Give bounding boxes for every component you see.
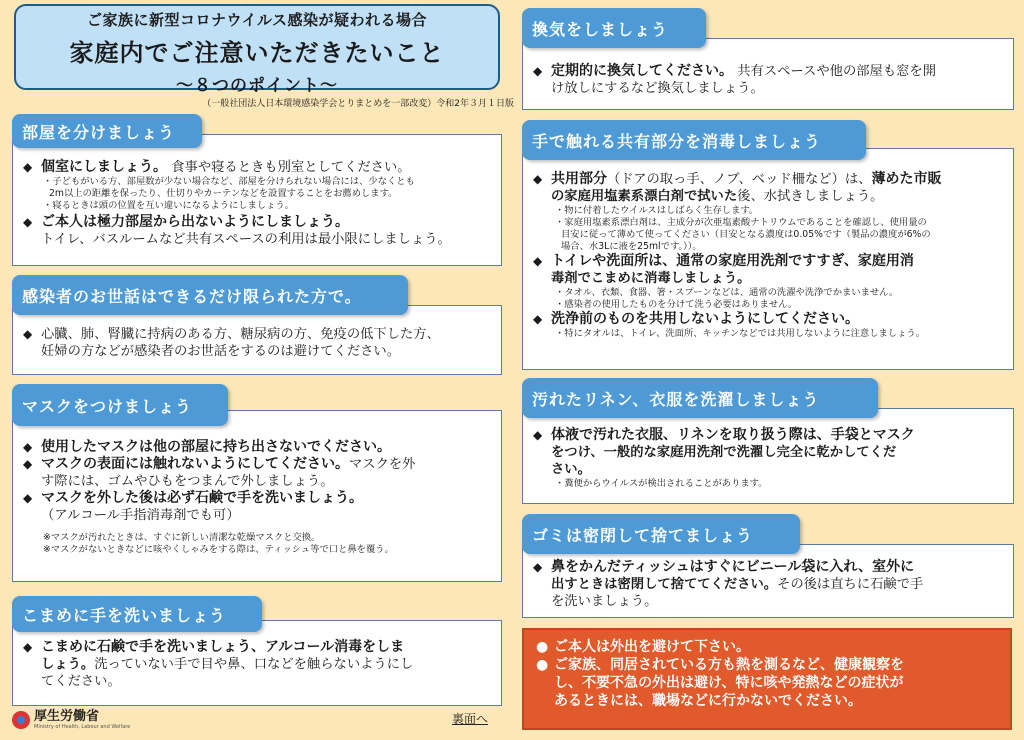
disinfect-item-2-l2-bold: 毒剤でこまめに消毒しましょう。 (551, 271, 751, 286)
laundry-line-1-bold: 体液で汚れた衣服、リネンを取り扱う際は、手袋とマスク (551, 427, 915, 443)
mask-item-3 (23, 490, 501, 507)
page-title: 家庭内でご注意いただきたいこと (69, 39, 445, 67)
alert-item-2 (536, 656, 1000, 674)
diamond-icon: ◆ (533, 428, 543, 442)
back-page-link[interactable]: 裏面へ (452, 712, 489, 726)
disinfect-note-1: ・物に付着したウイルスはしばらく生存します。 (555, 205, 759, 216)
wash-line-2-bold: しょう。 (41, 657, 95, 672)
alert-item-2-line-3: あるときには、職場などに行かないでください。 (554, 693, 862, 709)
mask-header: マスクをつけましょう (12, 384, 228, 426)
ministry-logo (12, 710, 130, 730)
trash-line-1 (533, 559, 1013, 576)
rooms-header: 部屋を分けましょう (12, 114, 202, 148)
section-vent-box (522, 38, 1014, 110)
vent-line-1-text: 共有スペースや他の部屋も窓を開 (737, 64, 937, 79)
disinfect-item-1-text: （ドアの取っ手、ノブ、ベッド柵など）は、 (607, 172, 872, 187)
diamond-icon: ◆ (533, 312, 543, 326)
alert-item-1 (536, 638, 1000, 656)
laundry-line-3-bold: さい。 (551, 462, 591, 477)
vent-line-1-bold: 定期的に換気してください。 (551, 63, 733, 79)
disinfect-item-2 (533, 253, 1013, 270)
diamond-icon: ◆ (533, 172, 543, 186)
mask-item-2-text: マスクを外 (349, 457, 416, 472)
care-line-1-text: 心臓、肺、腎臓に持病のある方、糖尿病の方、免疫の低下した方、 (41, 327, 440, 342)
disinfect-item-1-l2-bold: の家庭用塩素系漂白剤で拭いた (551, 189, 738, 204)
disinfect-note-7: ・特にタオルは、トイレ、洗面所、キッチンなどでは共用しないように注意しましょう。 (555, 328, 926, 339)
vent-header: 換気をしましょう (522, 8, 706, 48)
rooms-item-2 (23, 214, 501, 231)
mask-item-2-bold: マスクの表面には触れないようにしてください。 (41, 456, 349, 472)
wash-line-2 (23, 656, 501, 673)
diamond-icon: ◆ (23, 440, 33, 454)
laundry-note-1: ・糞便からウイルスが検出されることがあります。 (555, 478, 768, 489)
trash-line-2-bold: 出すときは密閉して捨ててください。 (551, 577, 778, 592)
alert-box (522, 628, 1012, 730)
wash-line-3: てください。 (41, 674, 121, 689)
title-points: ～８つのポイント～ (176, 76, 338, 96)
rooms-item-1-bold: 個室にしましょう。 (41, 159, 167, 175)
title-box (14, 4, 500, 96)
mask-item-3-sub: （アルコール手指消毒剤でも可） (41, 508, 240, 523)
care-header: 感染者のお世話はできるだけ限られた方で。 (12, 275, 408, 315)
section-care-box (12, 305, 502, 375)
laundry-line-1 (533, 427, 1013, 444)
alert-item-1-text: ご本人は外出を避けて下さい。 (554, 639, 750, 655)
diamond-icon: ◆ (23, 640, 33, 654)
disinfect-note-3: 目安に従って薄めて使ってください（目安となる濃度は0.05%です（製品の濃度が6%の (561, 229, 931, 240)
mask-item-3-bold: マスクを外した後は必ず石鹸で手を洗いましょう。 (41, 490, 363, 506)
mask-item-1 (23, 439, 501, 456)
diamond-icon: ◆ (23, 215, 33, 229)
rooms-note-3: ・寝るときは頭の位置を互い違いになるようにしましょう。 (43, 200, 295, 211)
vent-line-2: け放しにするなど換気しましょう。 (551, 81, 764, 96)
disinfect-item-2-bold: トイレや洗面所は、通常の家庭用洗剤ですすぎ、家庭用消 (551, 253, 914, 269)
diamond-icon: ◆ (533, 64, 543, 78)
wash-line-1-bold: こまめに石鹸で手を洗いましょう、アルコール消毒をしま (41, 639, 405, 655)
alert-item-2-line-1: ご家族、同居されている方も熱を測るなど、健康観察を (554, 657, 904, 673)
mask-item-2 (23, 456, 501, 473)
logo-jp: 厚生労働省 (34, 709, 100, 724)
rooms-note-1: ・子どもがいる方、部屋数が少ない場合など、部屋を分けられない場合には、少なくとも (43, 176, 415, 187)
wash-line-2-text: 洗っていない手で目や鼻、口などを触らないようにし (94, 657, 414, 672)
diamond-icon: ◆ (23, 491, 33, 505)
disinfect-note-6: ・感染者の使用したものを分けて洗う必要はありません。 (555, 299, 798, 310)
diamond-icon: ◆ (23, 457, 33, 471)
section-wash-box (12, 620, 502, 706)
laundry-line-3 (533, 461, 1013, 478)
wash-header: こまめに手を洗いましょう (12, 596, 262, 632)
diamond-icon: ◆ (23, 160, 33, 174)
diamond-icon: ◆ (23, 327, 33, 341)
care-line-2: 妊婦の方などが感染者のお世話をするのは避けてください。 (41, 344, 401, 359)
title-subtitle: ご家族に新型コロナウイルス感染が疑われる場合 (86, 11, 428, 29)
rooms-item-2-text: トイレ、バスルームなど共有スペースの利用は最小限にしましょう。 (41, 232, 451, 247)
laundry-header: 汚れたリネン、衣服を洗濯しましょう (522, 378, 878, 418)
disinfect-item-1-line-2 (533, 188, 1013, 205)
laundry-line-2 (533, 444, 1013, 461)
diamond-icon: ◆ (533, 560, 543, 574)
vent-line-1 (533, 63, 1013, 80)
trash-line-3: を洗いましょう。 (551, 594, 658, 609)
trash-line-2-text: その後は直ちに石鹸で手 (777, 577, 924, 592)
disinfect-header: 手で触れる共有部分を消毒しましょう (522, 120, 866, 160)
trash-line-2 (533, 576, 1013, 593)
disinfect-item-3-bold: 洗浄前のものを共用しないようにしてください。 (551, 311, 859, 327)
disinfect-item-1 (533, 171, 1013, 188)
disinfect-item-1-bold1: 共用部分 (551, 171, 607, 187)
trash-line-1-bold: 鼻をかんだティッシュはすぐにビニール袋に入れ、室外に (551, 559, 915, 575)
disinfect-item-3 (533, 311, 1013, 328)
rooms-item-1 (23, 159, 501, 176)
section-mask-box (12, 410, 502, 582)
rooms-item-1-text: 食事や寝るときも別室としてください。 (171, 160, 411, 175)
mask-note-2: ※マスクがないときなどに咳やくしゃみをする際は、ティッシュ等で口と鼻を覆う。 (43, 544, 394, 555)
mask-item-2-line-2: す際には、ゴムやひもをつまんで外しましょう。 (41, 474, 334, 489)
section-disinfect-box (522, 148, 1014, 370)
rooms-item-2-bold: ご本人は極力部屋から出ないようにしましょう。 (41, 214, 349, 230)
source-note: （一般社団法人日本環境感染学会とりまとめを一部改変）令和2年３月１日版 (202, 99, 514, 109)
section-trash-box (522, 544, 1014, 618)
trash-header: ゴミは密閉して捨てましょう (522, 514, 800, 554)
care-line-1 (23, 326, 501, 343)
bullet-icon: ● (536, 639, 549, 655)
disinfect-note-2: ・家庭用塩素系漂白剤は、主成分が次亜塩素酸ナトリウムであることを確認し、使用量の (555, 217, 927, 228)
disinfect-item-2-line-2 (533, 270, 1013, 287)
alert-item-2-line-2: し、不要不急の外出は避け、特に咳や発熱などの症状が (554, 675, 904, 691)
logo-en: Ministry of Health, Labour and Welfare (34, 724, 131, 730)
mask-item-1-bold: 使用したマスクは他の部屋に持ち出さないでください。 (41, 439, 391, 455)
diamond-icon: ◆ (533, 254, 543, 268)
wash-line-1 (23, 639, 501, 656)
rooms-note-2: 2m以上の距離を保ったり、仕切りやカーテンなどを設置することをお薦めします。 (49, 188, 398, 199)
disinfect-item-1-l2-text: 後、水拭きしましょう。 (737, 189, 884, 204)
bullet-icon: ● (536, 657, 549, 673)
section-laundry-box (522, 408, 1014, 504)
disinfect-item-1-bold2: 薄めた市販 (871, 171, 942, 187)
section-rooms-box (12, 134, 502, 266)
disinfect-note-5: ・タオル、衣類、食器、箸・スプーンなどは、通常の洗濯や洗浄でかまいません。 (555, 287, 899, 298)
laundry-line-2-bold: をつけ、一般的な家庭用洗剤で洗濯し完全に乾かしてくだ (551, 445, 897, 460)
ministry-logo-icon (12, 711, 30, 729)
disinfect-note-4: 場合、水3Lに液を25mlです。））。 (561, 241, 702, 252)
mask-note-1: ※マスクが汚れたときは、すぐに新しい清潔な乾燥マスクと交換。 (43, 532, 321, 543)
